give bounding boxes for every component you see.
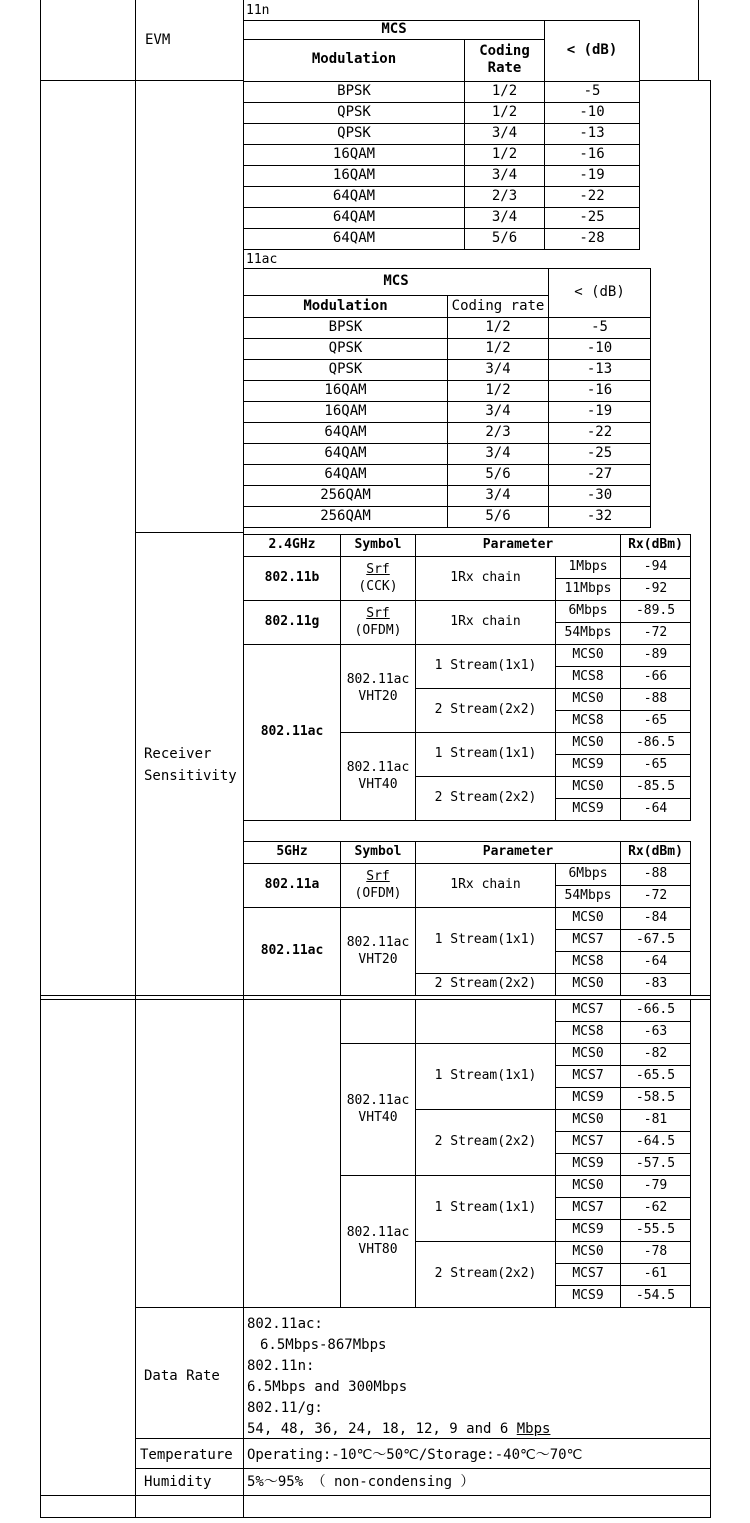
rx-value-cell: -63 — [621, 1022, 691, 1044]
data-rate-line: 6.5Mbps-867Mbps — [260, 1337, 387, 1353]
outer-left-border — [40, 0, 41, 1518]
table-row — [244, 557, 691, 579]
coding-rate-header-cell: Coding rate — [448, 296, 549, 318]
coding-cell: 1/2 — [465, 81, 545, 102]
rate-cell: 11Mbps — [556, 579, 621, 601]
rx-value-cell: -86.5 — [621, 733, 691, 755]
modulation-cell: 256QAM — [244, 507, 448, 528]
rx-value-cell: -55.5 — [621, 1220, 691, 1242]
stream-cell: 1 Stream(1x1) — [416, 645, 556, 689]
rate-cell: 54Mbps — [556, 886, 621, 908]
db-cell: -28 — [545, 228, 640, 249]
rx-value-cell: -85.5 — [621, 777, 691, 799]
rx-value-cell: -65.5 — [621, 1066, 691, 1088]
standard-cell: 802.11g — [244, 601, 341, 645]
db-cell: -27 — [549, 465, 651, 486]
symbol-line2: VHT40 — [358, 1109, 398, 1125]
mcs-cell: MCS0 — [556, 733, 621, 755]
evm-11n-caption: 11n — [246, 3, 270, 18]
coding-cell: 5/6 — [448, 507, 549, 528]
rx-sensitivity-5ghz-table-part2 — [243, 999, 691, 1308]
mcs-cell: MCS9 — [556, 755, 621, 777]
coding-cell: 1/2 — [448, 318, 549, 339]
symbol-line2: (OFDM) — [354, 885, 402, 901]
table-row — [244, 486, 651, 507]
coding-cell: 3/4 — [448, 360, 549, 381]
db-cell: -13 — [545, 123, 640, 144]
data-rate-line: 802.11/g: — [247, 1400, 323, 1416]
mcs-cell: MCS0 — [556, 777, 621, 799]
mcs-cell: MCS0 — [556, 1044, 621, 1066]
rx-value-cell: -94 — [621, 557, 691, 579]
data-rate-line: 802.11n: — [247, 1358, 315, 1374]
stream-cell: 2 Stream(2x2) — [416, 777, 556, 821]
table-row — [244, 507, 651, 528]
table-row — [244, 360, 651, 381]
db-cell: -22 — [549, 423, 651, 444]
stream-cell: 2 Stream(2x2) — [416, 689, 556, 733]
table-row — [244, 102, 640, 123]
symbol-cell — [341, 601, 416, 645]
chain-cell: 1Rx chain — [416, 864, 556, 908]
modulation-cell: QPSK — [244, 360, 448, 381]
table-row — [244, 402, 651, 423]
rx-header-cell: Rx(dBm) — [621, 842, 691, 864]
table-row — [244, 144, 640, 165]
rx-value-cell: -54.5 — [621, 1286, 691, 1308]
standard-cell: 802.11b — [244, 557, 341, 601]
data-rate-line: 6.5Mbps and 300Mbps — [247, 1379, 408, 1395]
coding-cell: 1/2 — [448, 381, 549, 402]
standard-cell: 802.11ac — [244, 908, 341, 996]
modulation-cell: 16QAM — [244, 402, 448, 423]
db-cell: -16 — [549, 381, 651, 402]
evm-11ac-caption: 11ac — [246, 252, 278, 267]
mcs-cell: MCS0 — [556, 689, 621, 711]
modulation-header-cell: Modulation — [244, 39, 465, 81]
mcs-cell: MCS9 — [556, 799, 621, 821]
symbol-cell — [341, 645, 416, 733]
db-cell: -32 — [549, 507, 651, 528]
rx-value-cell: -79 — [621, 1176, 691, 1198]
stream-cell: 2 Stream(2x2) — [416, 1110, 556, 1176]
table-row — [244, 207, 640, 228]
page1-right-border — [698, 0, 699, 81]
symbol-line2: (CCK) — [358, 578, 398, 594]
coding-cell: 3/4 — [465, 207, 545, 228]
rate-cell: 6Mbps — [556, 601, 621, 623]
data-rate-label: Data Rate — [144, 1368, 220, 1384]
table-row — [244, 1000, 691, 1022]
rx-value-cell: -61 — [621, 1264, 691, 1286]
rx-value-cell: -82 — [621, 1044, 691, 1066]
symbol-cell — [341, 864, 416, 908]
table-row — [244, 423, 651, 444]
mcs-header-cell: MCS — [244, 269, 549, 296]
symbol-line2: VHT80 — [358, 1241, 398, 1257]
mcs-header-cell: MCS — [244, 21, 545, 40]
modulation-header-cell: Modulation — [244, 296, 448, 318]
mcs-cell: MCS7 — [556, 1264, 621, 1286]
temperature-label: Temperature — [140, 1447, 233, 1463]
humidity-label: Humidity — [144, 1474, 212, 1490]
table-row — [244, 465, 651, 486]
db-cell: -5 — [545, 81, 640, 102]
symbol-line2: VHT20 — [358, 688, 398, 704]
symbol-line2: VHT20 — [358, 951, 398, 967]
symbol-cell — [341, 557, 416, 601]
symbol-line1: 802.11ac — [346, 672, 410, 688]
rx-sensitivity-24ghz-table — [243, 534, 691, 821]
rx-value-cell: -89 — [621, 645, 691, 667]
row-divider-temperature-humidity — [135, 1468, 711, 1469]
mcs-cell: MCS8 — [556, 667, 621, 689]
modulation-cell: 64QAM — [244, 465, 448, 486]
page-break-line-left-a — [40, 995, 244, 996]
mcs-cell: MCS7 — [556, 1000, 621, 1022]
modulation-cell: QPSK — [244, 339, 448, 360]
modulation-cell: 64QAM — [244, 207, 465, 228]
mcs-cell: MCS9 — [556, 1220, 621, 1242]
coding-cell: 3/4 — [465, 123, 545, 144]
rx-value-cell: -72 — [621, 886, 691, 908]
coding-header-line2: Rate — [487, 60, 522, 76]
symbol-line1: 802.11ac — [346, 935, 410, 951]
modulation-cell: BPSK — [244, 81, 465, 102]
outer-bottom-border — [40, 1517, 711, 1518]
table-row — [244, 645, 691, 667]
row-divider-humidity-bottom — [40, 1495, 711, 1496]
mcs-cell: MCS0 — [556, 974, 621, 996]
table-row — [244, 269, 651, 296]
symbol-line1: 802.11ac — [346, 1093, 410, 1109]
data-rate-line6-text: 54, 48, 36, 24, 18, 12, 9 and 6 — [247, 1421, 517, 1437]
table-row — [244, 601, 691, 623]
db-cell: -13 — [549, 360, 651, 381]
table-row — [244, 908, 691, 930]
coding-cell: 1/2 — [465, 144, 545, 165]
mcs-cell: MCS7 — [556, 1198, 621, 1220]
mcs-cell: MCS7 — [556, 1066, 621, 1088]
evm-label: EVM — [145, 32, 171, 48]
modulation-cell: 16QAM — [244, 165, 465, 186]
page-break-line-right-b — [689, 999, 711, 1000]
rx-value-cell: -65 — [621, 711, 691, 733]
rx-value-cell: -58.5 — [621, 1088, 691, 1110]
db-cell: -10 — [549, 339, 651, 360]
rate-cell: 6Mbps — [556, 864, 621, 886]
page-break-line-right-a — [689, 995, 711, 996]
rx-value-cell: -84 — [621, 908, 691, 930]
modulation-cell: 64QAM — [244, 186, 465, 207]
rx-value-cell: -89.5 — [621, 601, 691, 623]
rx-value-cell: -64.5 — [621, 1132, 691, 1154]
db-cell: -5 — [549, 318, 651, 339]
mcs-cell: MCS9 — [556, 1286, 621, 1308]
stream-cell: 1 Stream(1x1) — [416, 1176, 556, 1242]
rate-cell: 1Mbps — [556, 557, 621, 579]
stream-cell: 1 Stream(1x1) — [416, 733, 556, 777]
stream-cell: 2 Stream(2x2) — [416, 974, 556, 996]
data-rate-content — [247, 1314, 550, 1440]
rx-value-cell: -72 — [621, 623, 691, 645]
symbol-line2: (OFDM) — [354, 622, 402, 638]
chain-cell: 1Rx chain — [416, 601, 556, 645]
symbol-line1: Srf — [366, 562, 390, 578]
rx-value-cell: -67.5 — [621, 930, 691, 952]
outer-right-border — [710, 80, 711, 1518]
mcs-cell: MCS0 — [556, 908, 621, 930]
modulation-cell: 256QAM — [244, 486, 448, 507]
modulation-cell: 16QAM — [244, 144, 465, 165]
mcs-cell: MCS9 — [556, 1088, 621, 1110]
table-row — [244, 165, 640, 186]
chain-cell: 1Rx chain — [416, 557, 556, 601]
row-divider-evm-receiver — [135, 532, 244, 533]
stream-cell: 1 Stream(1x1) — [416, 1044, 556, 1110]
rx-value-cell: -81 — [621, 1110, 691, 1132]
table-row — [244, 186, 640, 207]
coding-header-line1: Coding — [479, 42, 530, 59]
mcs-cell: MCS7 — [556, 930, 621, 952]
symbol-line2: VHT40 — [358, 776, 398, 792]
humidity-value: 5%～95% （ non-condensing ） — [247, 1474, 475, 1490]
rx-value-cell: -65 — [621, 755, 691, 777]
symbol-header-cell: Symbol — [341, 535, 416, 557]
table-row — [244, 864, 691, 886]
rx-value-cell: -88 — [621, 864, 691, 886]
modulation-cell: BPSK — [244, 318, 448, 339]
table-row — [244, 318, 651, 339]
evm-11n-table — [243, 20, 640, 250]
evm-11ac-table — [243, 268, 651, 528]
rx-sensitivity-5ghz-table-part1 — [243, 841, 691, 996]
modulation-cell: QPSK — [244, 102, 465, 123]
symbol-cell — [341, 908, 416, 996]
standard-cell: 802.11ac — [244, 645, 341, 821]
coding-rate-header-cell — [465, 39, 545, 81]
db-cell: -25 — [549, 444, 651, 465]
rx-value-cell: -88 — [621, 689, 691, 711]
db-cell: -30 — [549, 486, 651, 507]
table-row — [244, 381, 651, 402]
rx-header-cell: Rx(dBm) — [621, 535, 691, 557]
rx-value-cell: -92 — [621, 579, 691, 601]
db-cell: -25 — [545, 207, 640, 228]
modulation-cell: 64QAM — [244, 423, 448, 444]
standard-cell: 802.11a — [244, 864, 341, 908]
mcs-cell: MCS9 — [556, 1154, 621, 1176]
symbol-line1: Srf — [366, 869, 390, 885]
symbol-cell — [341, 733, 416, 821]
table-row — [244, 123, 640, 144]
coding-cell: 5/6 — [448, 465, 549, 486]
coding-cell: 3/4 — [448, 486, 549, 507]
mcs-cell: MCS0 — [556, 645, 621, 667]
rx-value-cell: -66 — [621, 667, 691, 689]
table-row — [244, 81, 640, 102]
rx-value-cell: -64 — [621, 952, 691, 974]
mcs-cell: MCS8 — [556, 711, 621, 733]
symbol-line1: 802.11ac — [346, 760, 410, 776]
page-break-line-left-b — [40, 999, 244, 1000]
db-cell: -22 — [545, 186, 640, 207]
empty-cell — [341, 1000, 416, 1044]
table-row — [244, 228, 640, 249]
symbol-cell — [341, 1044, 416, 1176]
modulation-cell: 16QAM — [244, 381, 448, 402]
stream-cell: 1 Stream(1x1) — [416, 908, 556, 974]
empty-cell — [416, 1000, 556, 1044]
stream-cell: 2 Stream(2x2) — [416, 1242, 556, 1308]
db-cell: -19 — [549, 402, 651, 423]
symbol-cell — [341, 1176, 416, 1308]
rx-value-cell: -78 — [621, 1242, 691, 1264]
modulation-cell: 64QAM — [244, 228, 465, 249]
rx-value-cell: -83 — [621, 974, 691, 996]
table-row — [244, 842, 691, 864]
rx-value-cell: -57.5 — [621, 1154, 691, 1176]
symbol-header-cell: Symbol — [341, 842, 416, 864]
modulation-cell: 64QAM — [244, 444, 448, 465]
db-cell: -10 — [545, 102, 640, 123]
rx-value-cell: -66.5 — [621, 1000, 691, 1022]
mcs-cell: MCS8 — [556, 952, 621, 974]
table-row — [244, 21, 640, 40]
table-row — [244, 444, 651, 465]
db-cell: -16 — [545, 144, 640, 165]
symbol-line1: Srf — [366, 606, 390, 622]
mcs-cell: MCS8 — [556, 1022, 621, 1044]
mcs-cell: MCS0 — [556, 1242, 621, 1264]
band-header-cell: 2.4GHz — [244, 535, 341, 557]
receiver-sensitivity-label-line2: Sensitivity — [144, 768, 237, 784]
modulation-cell: QPSK — [244, 123, 465, 144]
rx-value-cell: -64 — [621, 799, 691, 821]
mcs-cell: MCS0 — [556, 1176, 621, 1198]
symbol-line1: 802.11ac — [346, 1225, 410, 1241]
db-header-cell: < (dB) — [549, 269, 651, 318]
table-row — [244, 535, 691, 557]
parameter-header-cell: Parameter — [416, 842, 621, 864]
temperature-value: Operating:-10℃～50℃/Storage:-40℃～70℃ — [247, 1447, 583, 1463]
parameter-header-cell: Parameter — [416, 535, 621, 557]
coding-cell: 1/2 — [448, 339, 549, 360]
empty-cell — [244, 1000, 341, 1308]
rx-value-cell: -62 — [621, 1198, 691, 1220]
coding-cell: 2/3 — [465, 186, 545, 207]
table-row — [244, 339, 651, 360]
coding-cell: 3/4 — [448, 444, 549, 465]
coding-cell: 2/3 — [448, 423, 549, 444]
data-rate-line — [247, 1419, 550, 1440]
mcs-cell: MCS0 — [556, 1110, 621, 1132]
mcs-cell: MCS7 — [556, 1132, 621, 1154]
coding-cell: 3/4 — [465, 165, 545, 186]
rate-cell: 54Mbps — [556, 623, 621, 645]
coding-cell: 3/4 — [448, 402, 549, 423]
coding-cell: 1/2 — [465, 102, 545, 123]
data-rate-line: 802.11ac: — [247, 1316, 323, 1332]
band-header-cell: 5GHz — [244, 842, 341, 864]
coding-cell: 5/6 — [465, 228, 545, 249]
label-column-divider — [135, 0, 136, 1518]
db-cell: -19 — [545, 165, 640, 186]
db-header-cell: < (dB) — [545, 21, 640, 82]
data-rate-line6-mbps: Mbps — [516, 1421, 551, 1437]
receiver-sensitivity-label-line1: Receiver — [144, 746, 212, 762]
